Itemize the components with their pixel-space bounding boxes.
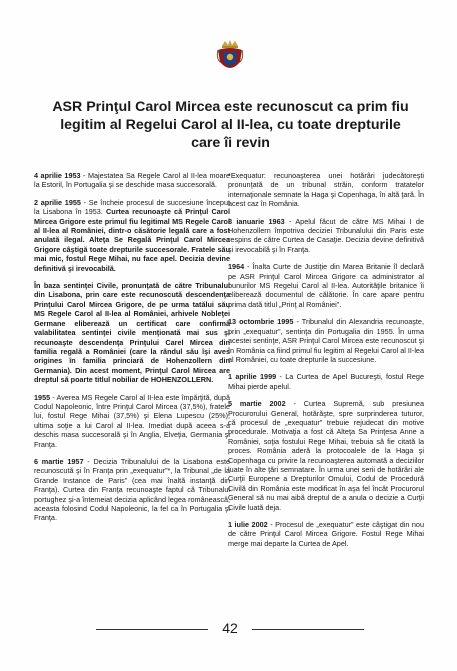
entry-paragraph: 8 ianuarie 1963 - Apelul făcut de către MS Mihai I de Hohenzollern împotriva deciziei Tribunalului din Paris este respins de către Curtea de Casaţie. Decizia devine definitivă şi irevocabilă şi în Franţa.: [228, 216, 424, 254]
page-title: ASR Prinţul Carol Mircea este recunoscut ca prim fiu legitim al Regelui Carol al II-lea, cu toate drepturile care îi revin: [52, 99, 409, 151]
entry-paragraph: 5 martie 2002 - Curtea Supremă, sub presiunea Procurorului General, hotărăşte, spre surprinderea tuturor, că procesul de „exequatur” trebuie rejudecat din motive procedurale. Motivaţia a fost că Alteţa Sa Prinţesa Anne a României, soţia fostului Rege Mihai, trebuia să fie citată la proces. România aderă la protocoalele de la Haga şi Copenhaga cu privire la recunoaşterea automată a deciziilor luate în alte ţări semnatare. În urma unei serii de hotărâri ale Curţii Europene a Drepturilor Omului, Codul de Procedură Civilă din România este modificat în aşa fel încât Procurorul General să nu mai aibă dreptul de a anula o decizie a Curţii Civile luată deja.: [228, 399, 424, 512]
royal-crest-icon: [216, 40, 244, 74]
footer-rule-right: [252, 629, 364, 630]
entry-paragraph: În baza sentinţei Civile, pronunţată de către Tribunalul din Lisabona, prin care este recunoscută descendenţa Prinţului Carol Mircea Grigore, de pe urma tatălui său MS Regele Carol al II-lea al României, arhivele Nobleţei Germane eliberează un certificat care confirmă valabilitatea sentinţei civile menţionată mai sus şi recunoaşte descendenţa Prinţului Carel Mircea din familia regală a României (care la rândul său îşi aves origines în familia princiară de Hohenzollern din Germania). Din acest moment, Prinţul Carol Mircea are dreptul să poarte titlul nobiliar de HOHENZOLLERN.: [34, 281, 231, 385]
entry-paragraph: 2 aprilie 1955 - Se încheie procesul de succesiune început la Lisabona în 1953. Curtea recunoaşte că Prinţul Carol Mircea Grigore este primul fiu legitimal MS Regele Carol al II-lea al României, dintr-o căsătorie legală care a fost anulată ilegal. Alteţa Se Regală Prinţul Carol Mircea Grigore câştigă toate drepturile succesorale. Fratele său mai mic, fostul Rege Mihai, nu face apel. Decizia devine definitivă şi irevocabilă.: [34, 197, 230, 273]
entry-paragraph: 1 aprilie 1999 - La Curtea de Apel Bucureşti, fostul Rege Mihai pierde apelul.: [228, 372, 424, 391]
entry-paragraph: 6 martie 1957 - Decizia Tribunalului de la Lisabona este recunoscută şi în Franţa prin „exequatur”*, la Tribunal „de la Grande Instance de Paris” (cea mai înaltă instanţă din Franţa). Curtea din Franţa recunoaşte faptul că Tribunalul portughez şi-a întemeiat decizia aplicând legea românească, aceasta folosind Codul Napoleonic, la fel ca în Portugalia şi Franţa.: [34, 456, 231, 523]
footer-rule-left: [96, 629, 208, 630]
entry-paragraph: 13 octombrie 1995 - Tribunalul din Alexandria recunoaşte, prin „exequatur”, sentinţa din Portugalia din 1955. În urma acestei sentinţe, ASR Prinţul Carol Mircea este recunoscut şi în România ca fiind primul fiu legitim al Regelui Carol al II-lea al României, cu toate drepturile la succesiune.: [228, 317, 424, 364]
entry-paragraph: 4 aprilie 1953 - Majestatea Sa Regele Carol al II-lea moare la Estoril, în Portugalia şi se deschide masa succesorală.: [34, 171, 230, 190]
right-column: [228, 171, 424, 556]
entry-paragraph: 1955 - Averea MS Regele Carol al II-lea este împărţită, după Codul Napoleonic, între Prinţul Carol Mircea (37,5%), fratele lui, fostul Rege Mihai (37,5%) şi Elena Lupescu (25%), ultima soţie a lui Carol al II-lea. Imediat după aceea s-a deschis masa succesorală şi în Anglia, Elveţia, Germania şi Franţa.: [34, 392, 230, 449]
entry-paragraph: 1 iulie 2002 - Procesul de „exequatur” este câştigat din nou de către Prinţul Carol Mircea Grigore. Fostul Rege Mihai merge mai departe la Curtea de Apel.: [228, 520, 424, 548]
page-number: 42: [222, 620, 238, 636]
footnote-paragraph: *Exequatur: recunoaşterea unei hotărâri judecătoreşti pronunţată de un tribunal străin, conform tratatelor internaţionale semnate la Haga şi Copenhaga, în altă ţară. În acest caz în România.: [228, 171, 424, 209]
entry-paragraph: 1964 - Înalta Curte de Justiţie din Marea Britanie îl declară pe ASR Prinţul Carol Mircea Grigore ca administrator al bunurilor MS Regelui Carol al II-lea. Autorităţile britanice îi eliberează documentul de călătorie. În care apare pentru prima dată titlul „Prinţ al României”.: [228, 262, 424, 309]
left-column: [34, 171, 230, 531]
